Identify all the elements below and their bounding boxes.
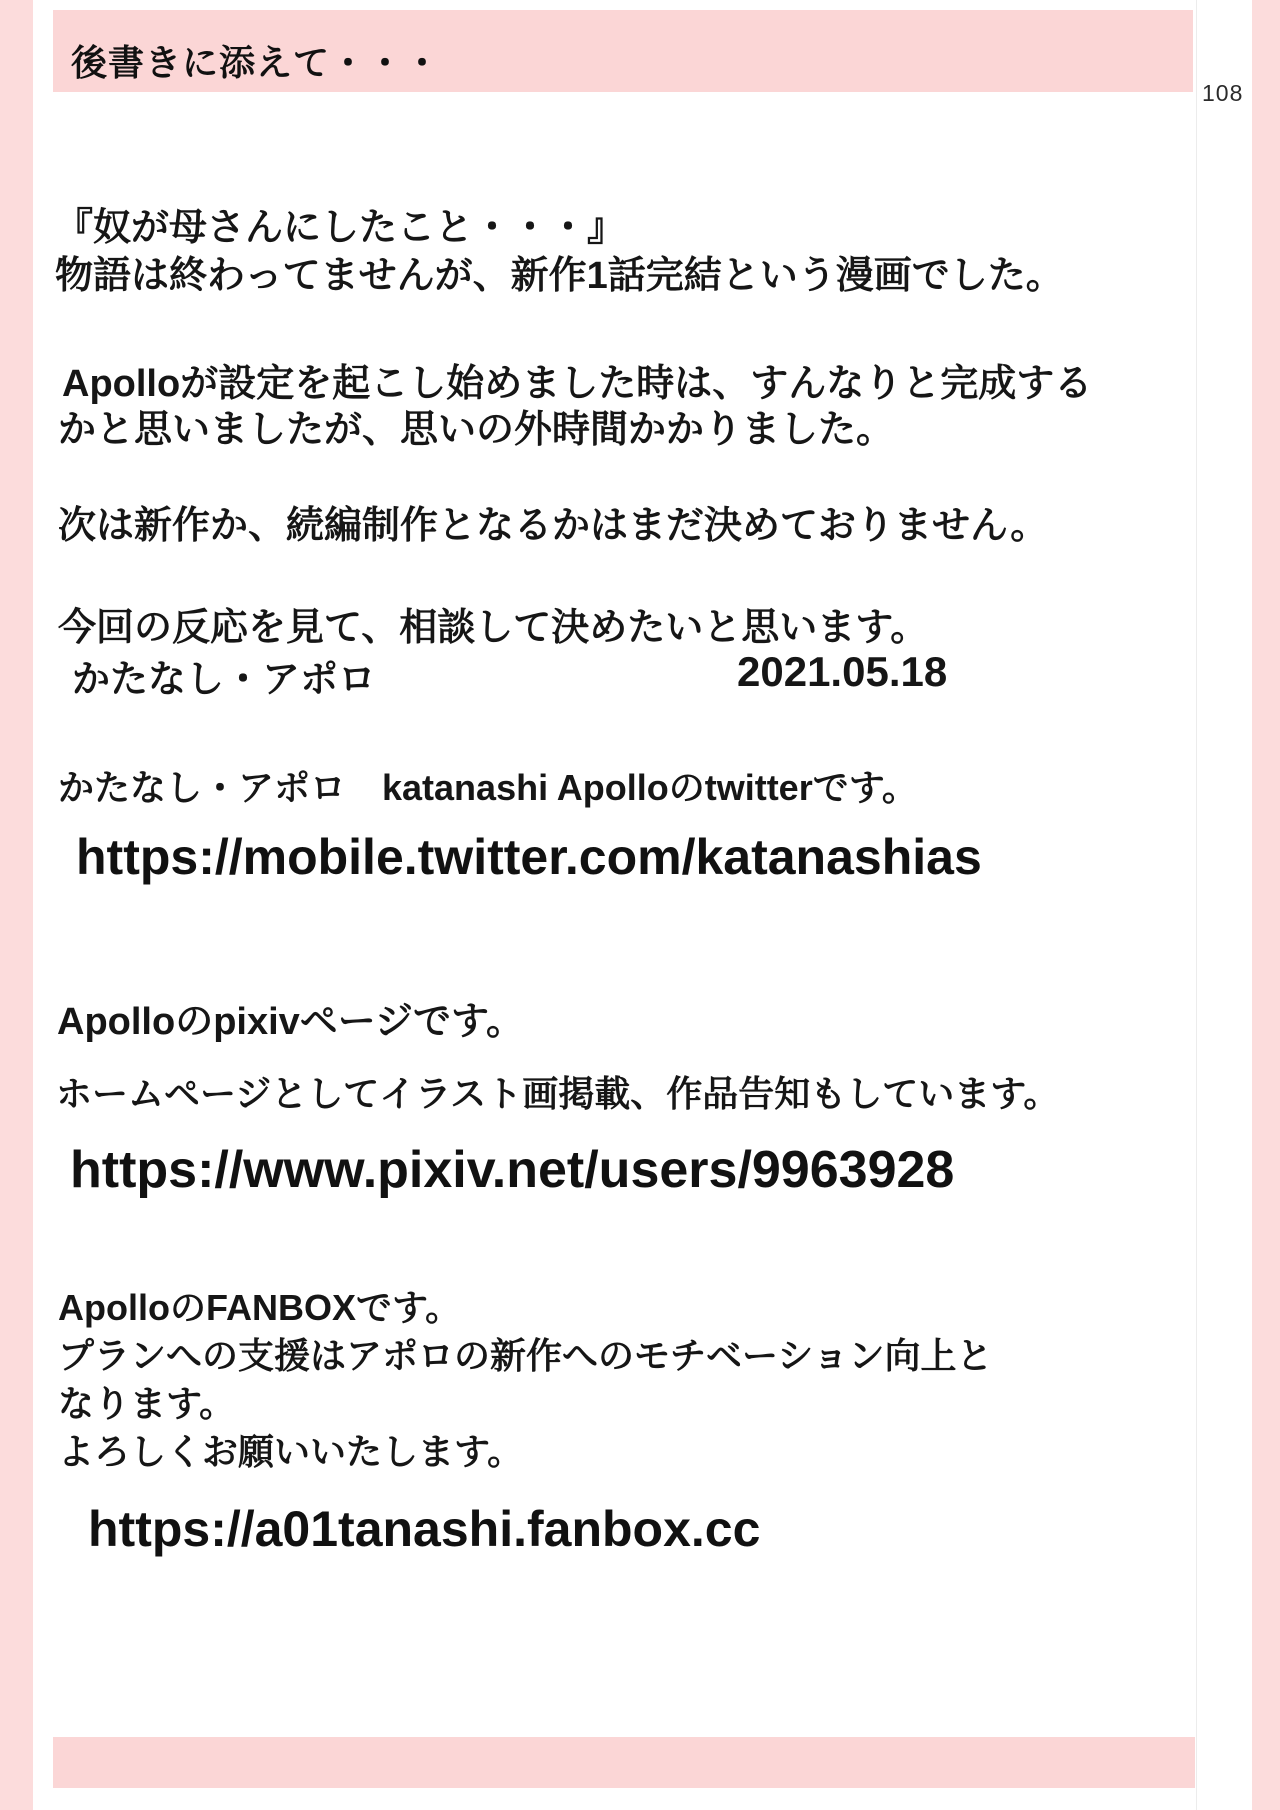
fanbox-description-1: プランへの支援はアポロの新作へのモチベーション向上と: [58, 1335, 993, 1376]
author-signature: かたなし・アポロ: [72, 659, 377, 701]
fanbox-url: https://a01tanashi.fanbox.cc: [88, 1501, 761, 1557]
fanbox-description-2: なります。: [58, 1383, 236, 1424]
afterword-line-reaction: 今回の反応を見て、相談して決めたいと思います。: [58, 607, 929, 649]
afterword-date: 2021.05.18: [737, 648, 948, 695]
fanbox-label: ApolloのFANBOXです。: [58, 1287, 462, 1328]
fanbox-description-3: よろしくお願いいたします。: [58, 1431, 524, 1472]
pixiv-url: https://www.pixiv.net/users/9963928: [70, 1141, 955, 1199]
page-title: 後書きに添えて・・・: [71, 42, 442, 83]
work-title: 『奴が母さんにしたこと・・・』: [55, 207, 626, 249]
twitter-url: https://mobile.twitter.com/katanashias: [76, 829, 982, 885]
header-bar: [53, 10, 1193, 92]
page-scan-edge: [1196, 0, 1197, 1810]
pixiv-description: ホームページとしてイラスト画掲載、作品告知もしています。: [56, 1073, 1060, 1114]
afterword-line-next: 次は新作か、続編制作となるかはまだ決めておりません。: [58, 505, 1049, 547]
afterword-line-apollo-1: Apolloが設定を起こし始めました時は、すんなりと完成する: [62, 363, 1093, 405]
page-number: 108: [1202, 80, 1244, 106]
right-pink-border: [1252, 0, 1280, 1810]
afterword-line-apollo-2: かと思いましたが、思いの外時間かかりました。: [58, 409, 895, 451]
pixiv-label: Apolloのpixivページです。: [57, 1001, 524, 1043]
twitter-label: かたなし・アポロ katanashi Apolloのtwitterです。: [58, 767, 918, 808]
left-pink-border: [0, 0, 33, 1810]
afterword-line-story: 物語は終わってませんが、新作1話完結という漫画でした。: [55, 255, 1064, 297]
footer-bar: [53, 1737, 1195, 1788]
